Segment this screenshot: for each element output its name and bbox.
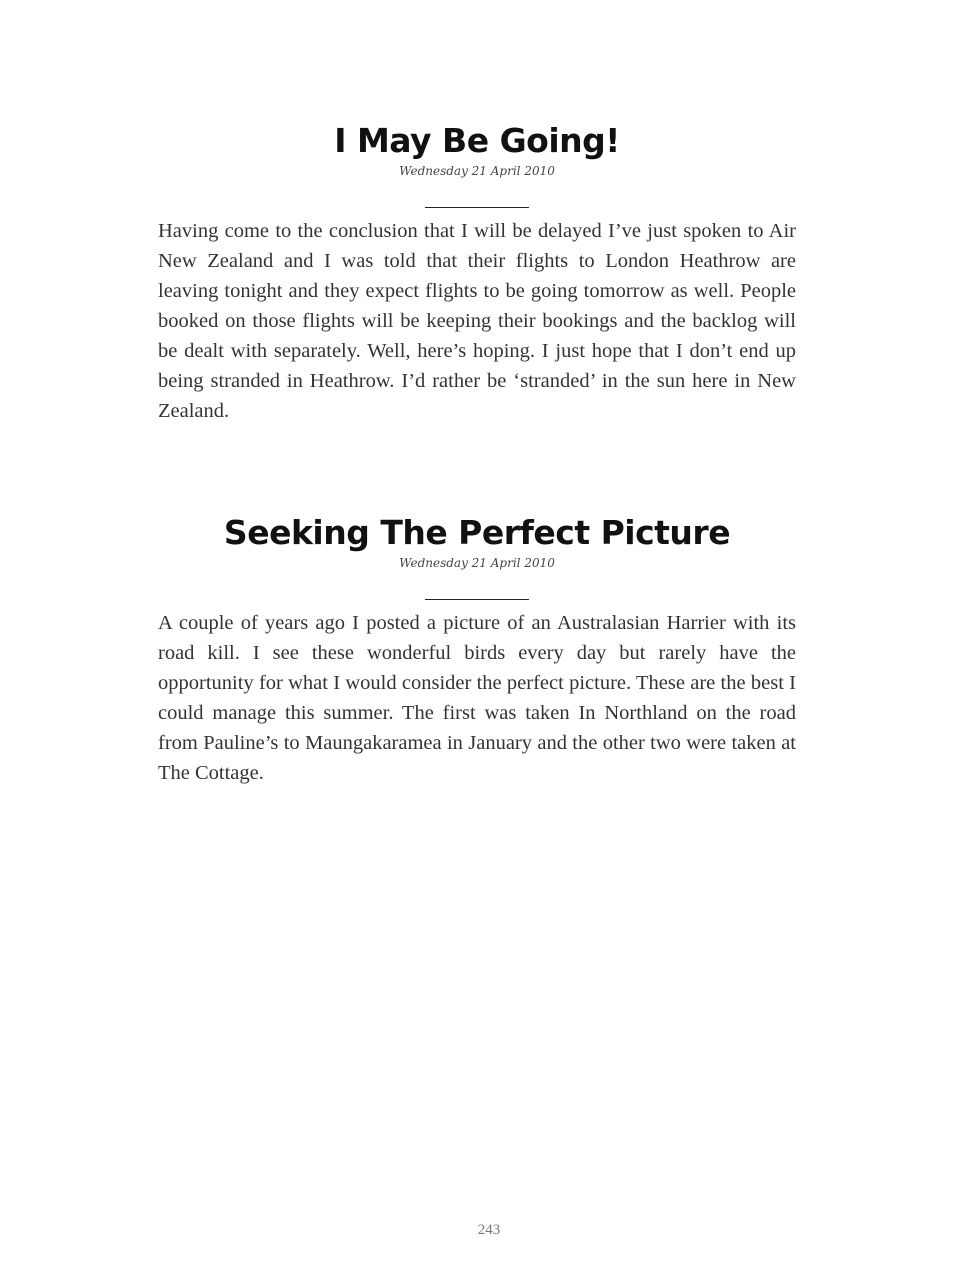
blog-post [158,510,796,788]
post-date: Wednesday 21 April 2010 [399,556,555,570]
post-body: Having come to the conclusion that I will be delayed I’ve just spoken to Air New Zealand and I was told that their flights to London Heathrow are leaving tonight and they expect flights to be going tomorrow as well. People booked on those flights will be keeping their bookings and the backlog will be dealt with separately. Well, here’s hoping. I just hope that I don’t end up being stranded in Heathrow. I’d rather be ‘stranded’ in the sun here in New Zealand. [158,220,796,422]
title-divider [425,599,529,600]
post-date: Wednesday 21 April 2010 [399,164,555,178]
post-body: A couple of years ago I posted a picture of an Australasian Harrier with its road kill. I see these wonderful birds every day but rarely have the opportunity for what I would consider the perfect picture. These are the best I could manage this summer. The first was taken In Northland on the road from Pauline’s to Maungakaramea in January and the other two were taken at The Cottage. [158,612,796,784]
blog-post [158,118,796,426]
post-title: I May Be Going! [334,121,620,160]
page-number: 243 [477,1222,501,1238]
post-title: Seeking The Perfect Picture [223,513,731,552]
title-divider [425,207,529,208]
